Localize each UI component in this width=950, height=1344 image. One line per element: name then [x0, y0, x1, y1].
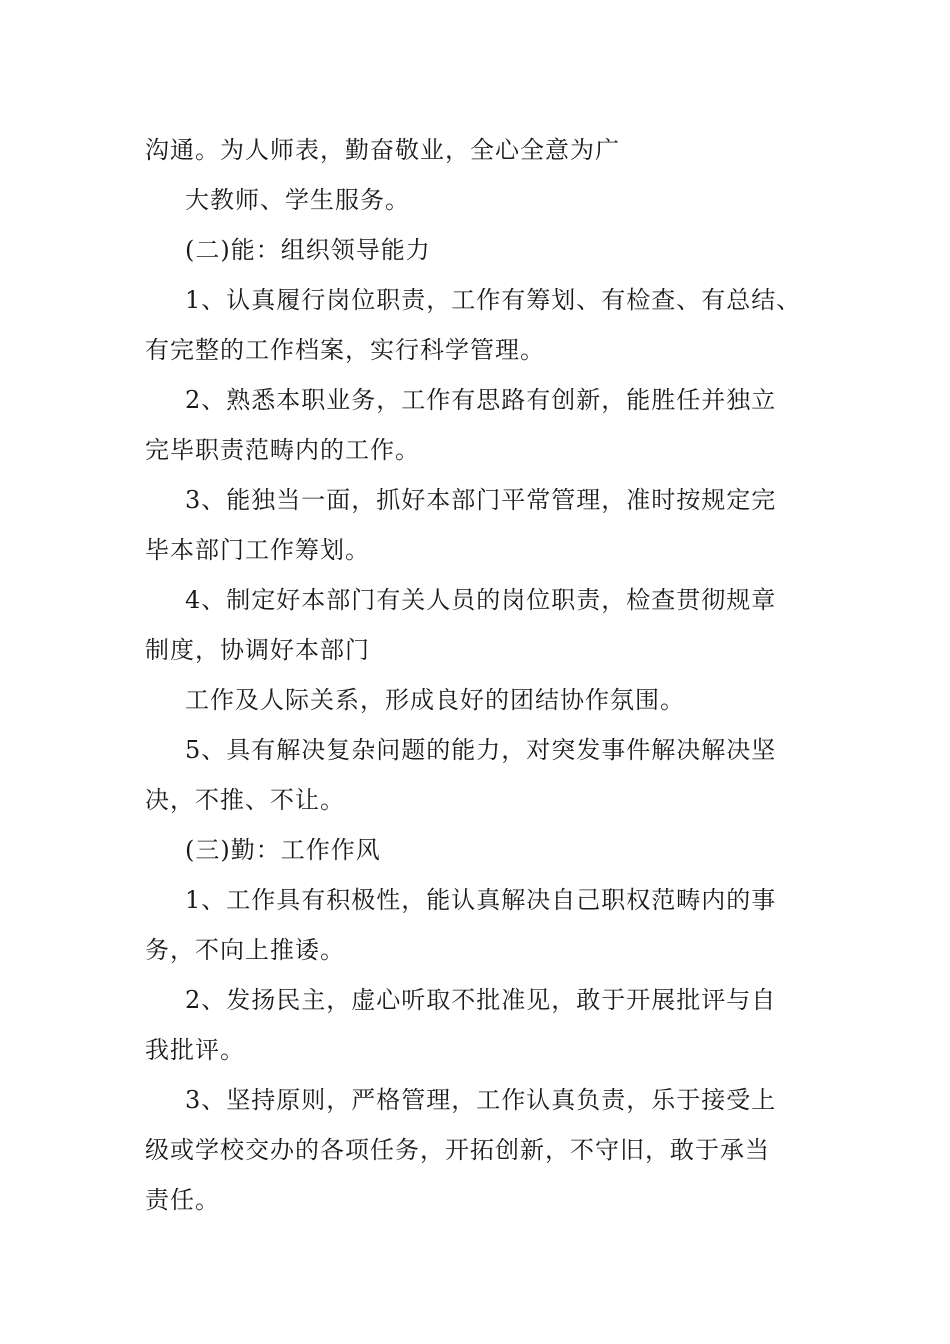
- text-line: 3、能独当一面，抓好本部门平常管理，准时按规定完: [185, 486, 777, 514]
- text-line: 2、发扬民主，虚心听取不批准见，敢于开展批评与自: [185, 986, 777, 1014]
- section-heading: (二)能：组织领导能力: [185, 236, 431, 264]
- section-heading: (三)勤：工作作风: [185, 836, 381, 864]
- text-line: 决，不推、不让。: [145, 786, 345, 814]
- text-line: 大教师、学生服务。: [185, 186, 410, 214]
- text-line: 责任。: [145, 1186, 220, 1214]
- text-line: 我批评。: [145, 1036, 245, 1064]
- text-line: 4、制定好本部门有关人员的岗位职责，检查贯彻规章: [185, 586, 777, 614]
- text-line: 毕本部门工作筹划。: [145, 536, 370, 564]
- text-line: 沟通。为人师表，勤奋敬业，全心全意为广: [145, 136, 620, 164]
- text-line: 5、具有解决复杂问题的能力，对突发事件解决解决坚: [185, 736, 777, 764]
- text-line: 3、坚持原则，严格管理，工作认真负责，乐于接受上: [185, 1086, 777, 1114]
- text-line: 级或学校交办的各项任务，开拓创新，不守旧，敢于承当: [145, 1136, 770, 1164]
- text-line: 工作及人际关系，形成良好的团结协作氛围。: [185, 686, 685, 714]
- text-line: 1、工作具有积极性，能认真解决自己职权范畴内的事: [185, 886, 777, 914]
- text-line: 1、认真履行岗位职责，工作有筹划、有检查、有总结、: [185, 286, 802, 314]
- text-line: 有完整的工作档案，实行科学管理。: [145, 336, 545, 364]
- text-line: 完毕职责范畴内的工作。: [145, 436, 420, 464]
- text-line: 务，不向上推诿。: [145, 936, 345, 964]
- text-line: 2、熟悉本职业务，工作有思路有创新，能胜任并独立: [185, 386, 777, 414]
- text-line: 制度，协调好本部门: [145, 636, 370, 664]
